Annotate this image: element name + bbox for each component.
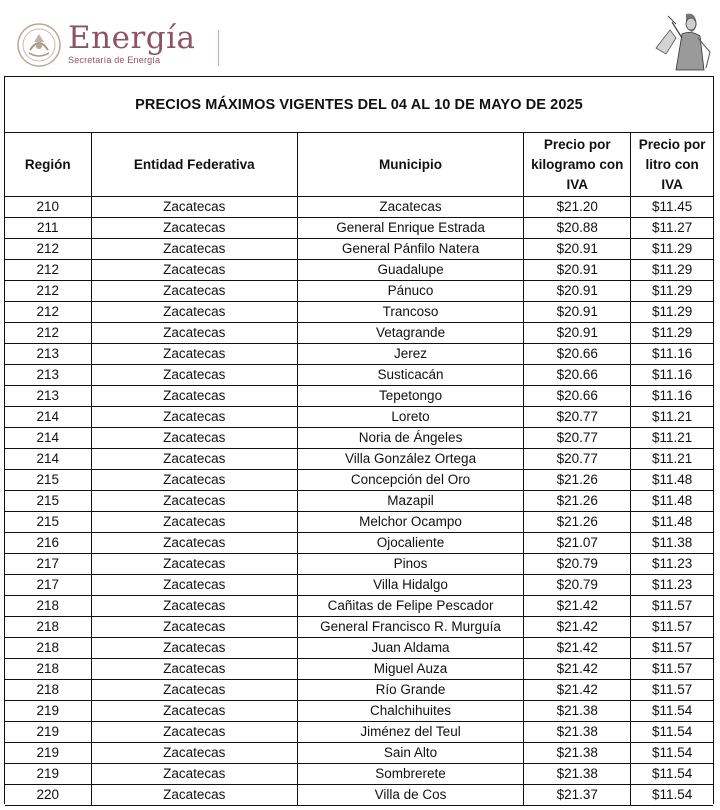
cell-precio-litro: $11.16 <box>631 365 713 386</box>
cell-region: 213 <box>5 344 91 365</box>
cell-precio-kg: $21.38 <box>524 722 631 743</box>
cell-precio-kg: $20.77 <box>524 449 631 470</box>
cell-municipio: General Enrique Estrada <box>297 218 523 239</box>
cell-entidad: Zacatecas <box>91 722 297 743</box>
table-row <box>5 785 713 806</box>
table-row <box>5 701 713 722</box>
cell-region: 220 <box>5 785 91 806</box>
cell-entidad: Zacatecas <box>91 743 297 764</box>
cell-entidad: Zacatecas <box>91 512 297 533</box>
cell-municipio: Mazapil <box>297 491 523 512</box>
brand-block <box>68 20 196 65</box>
cell-precio-kg: $21.42 <box>524 680 631 701</box>
cell-entidad: Zacatecas <box>91 701 297 722</box>
cell-precio-litro: $11.45 <box>631 197 713 218</box>
table-row <box>5 680 713 701</box>
cell-entidad: Zacatecas <box>91 554 297 575</box>
cell-municipio: Melchor Ocampo <box>297 512 523 533</box>
cell-entidad: Zacatecas <box>91 281 297 302</box>
table-row <box>5 449 713 470</box>
table-row <box>5 386 713 407</box>
cell-precio-litro: $11.23 <box>631 575 713 596</box>
cell-precio-litro: $11.29 <box>631 323 713 344</box>
cell-precio-litro: $11.57 <box>631 617 713 638</box>
national-seal-icon <box>16 22 62 68</box>
cell-precio-kg: $21.42 <box>524 596 631 617</box>
cell-precio-litro: $11.54 <box>631 785 713 806</box>
table-row <box>5 260 713 281</box>
cell-region: 219 <box>5 764 91 785</box>
cell-municipio: General Pánfilo Natera <box>297 239 523 260</box>
cell-precio-litro: $11.21 <box>631 449 713 470</box>
cell-precio-litro: $11.54 <box>631 722 713 743</box>
cell-region: 214 <box>5 407 91 428</box>
cell-precio-kg: $21.42 <box>524 638 631 659</box>
cell-municipio: Sain Alto <box>297 743 523 764</box>
cell-region: 216 <box>5 533 91 554</box>
cell-entidad: Zacatecas <box>91 386 297 407</box>
cell-precio-kg: $20.66 <box>524 344 631 365</box>
cell-municipio: Noria de Ángeles <box>297 428 523 449</box>
cell-municipio: Jiménez del Teul <box>297 722 523 743</box>
cell-precio-kg: $21.26 <box>524 512 631 533</box>
price-table <box>5 133 713 806</box>
table-row <box>5 533 713 554</box>
cell-region: 218 <box>5 638 91 659</box>
cell-municipio: Guadalupe <box>297 260 523 281</box>
table-row <box>5 575 713 596</box>
page-header <box>0 0 720 76</box>
cell-region: 215 <box>5 491 91 512</box>
cell-region: 212 <box>5 302 91 323</box>
cell-municipio: Pinos <box>297 554 523 575</box>
cell-municipio: Susticacán <box>297 365 523 386</box>
cell-entidad: Zacatecas <box>91 659 297 680</box>
cell-precio-kg: $21.38 <box>524 764 631 785</box>
header-divider <box>218 30 219 66</box>
cell-municipio: Zacatecas <box>297 197 523 218</box>
cell-municipio: Ojocaliente <box>297 533 523 554</box>
cell-municipio: Miguel Auza <box>297 659 523 680</box>
cell-precio-litro: $11.48 <box>631 470 713 491</box>
table-row <box>5 218 713 239</box>
cell-precio-kg: $21.42 <box>524 659 631 680</box>
cell-entidad: Zacatecas <box>91 407 297 428</box>
cell-region: 214 <box>5 449 91 470</box>
cell-precio-litro: $11.29 <box>631 302 713 323</box>
cell-entidad: Zacatecas <box>91 533 297 554</box>
cell-region: 212 <box>5 323 91 344</box>
column-header-region: Región <box>5 133 91 197</box>
table-row <box>5 470 713 491</box>
table-row <box>5 722 713 743</box>
cell-precio-litro: $11.29 <box>631 281 713 302</box>
cell-entidad: Zacatecas <box>91 239 297 260</box>
cell-municipio: Jerez <box>297 344 523 365</box>
cell-municipio: Río Grande <box>297 680 523 701</box>
brand-subtitle: Secretaría de Energía <box>68 55 161 65</box>
cell-municipio: Cañitas de Felipe Pescador <box>297 596 523 617</box>
brand-name: Energía <box>68 20 196 56</box>
table-row <box>5 302 713 323</box>
column-header-precio-litro: Precio por litro con IVA <box>631 133 713 197</box>
cell-precio-litro: $11.57 <box>631 659 713 680</box>
cell-precio-kg: $21.42 <box>524 617 631 638</box>
cell-precio-kg: $20.66 <box>524 386 631 407</box>
cell-entidad: Zacatecas <box>91 575 297 596</box>
table-row <box>5 512 713 533</box>
cell-entidad: Zacatecas <box>91 197 297 218</box>
column-header-precio-kg: Precio por kilogramo con IVA <box>524 133 631 197</box>
table-row <box>5 596 713 617</box>
price-table-container <box>4 76 714 804</box>
table-row <box>5 281 713 302</box>
cell-precio-litro: $11.57 <box>631 680 713 701</box>
cell-entidad: Zacatecas <box>91 617 297 638</box>
cell-region: 218 <box>5 659 91 680</box>
cell-municipio: Tepetongo <box>297 386 523 407</box>
cell-region: 218 <box>5 680 91 701</box>
cell-region: 212 <box>5 260 91 281</box>
cell-entidad: Zacatecas <box>91 428 297 449</box>
cell-precio-litro: $11.16 <box>631 386 713 407</box>
cell-municipio: Juan Aldama <box>297 638 523 659</box>
cell-precio-kg: $21.38 <box>524 743 631 764</box>
cell-precio-litro: $11.54 <box>631 701 713 722</box>
cell-precio-litro: $11.54 <box>631 764 713 785</box>
cell-precio-kg: $21.37 <box>524 785 631 806</box>
cell-precio-litro: $11.16 <box>631 344 713 365</box>
cell-region: 211 <box>5 218 91 239</box>
cell-precio-litro: $11.54 <box>631 743 713 764</box>
cell-region: 217 <box>5 554 91 575</box>
cell-municipio: Sombrerete <box>297 764 523 785</box>
cell-region: 217 <box>5 575 91 596</box>
cell-precio-kg: $20.77 <box>524 428 631 449</box>
cell-precio-litro: $11.57 <box>631 596 713 617</box>
cell-precio-kg: $21.07 <box>524 533 631 554</box>
cell-municipio: Loreto <box>297 407 523 428</box>
cell-precio-litro: $11.21 <box>631 407 713 428</box>
cell-entidad: Zacatecas <box>91 596 297 617</box>
table-row <box>5 659 713 680</box>
table-row <box>5 491 713 512</box>
cell-precio-litro: $11.21 <box>631 428 713 449</box>
table-header-row <box>5 133 713 197</box>
historical-figure-illustration-icon <box>646 8 714 72</box>
cell-entidad: Zacatecas <box>91 302 297 323</box>
cell-precio-kg: $20.79 <box>524 575 631 596</box>
cell-region: 210 <box>5 197 91 218</box>
cell-municipio: General Francisco R. Murguía <box>297 617 523 638</box>
table-row <box>5 239 713 260</box>
cell-precio-kg: $20.66 <box>524 365 631 386</box>
table-row <box>5 365 713 386</box>
cell-region: 218 <box>5 617 91 638</box>
cell-precio-litro: $11.29 <box>631 239 713 260</box>
cell-precio-kg: $20.79 <box>524 554 631 575</box>
cell-entidad: Zacatecas <box>91 680 297 701</box>
table-row <box>5 323 713 344</box>
cell-precio-kg: $20.88 <box>524 218 631 239</box>
cell-precio-kg: $20.91 <box>524 260 631 281</box>
table-row <box>5 638 713 659</box>
cell-precio-litro: $11.27 <box>631 218 713 239</box>
cell-entidad: Zacatecas <box>91 764 297 785</box>
cell-municipio: Villa Hidalgo <box>297 575 523 596</box>
cell-region: 212 <box>5 281 91 302</box>
table-title: PRECIOS MÁXIMOS VIGENTES DEL 04 AL 10 DE MAYO DE 2025 <box>135 96 583 113</box>
cell-municipio: Concepción del Oro <box>297 470 523 491</box>
cell-entidad: Zacatecas <box>91 449 297 470</box>
cell-municipio: Vetagrande <box>297 323 523 344</box>
cell-region: 219 <box>5 701 91 722</box>
cell-entidad: Zacatecas <box>91 638 297 659</box>
table-row <box>5 407 713 428</box>
cell-region: 212 <box>5 239 91 260</box>
cell-precio-kg: $21.26 <box>524 470 631 491</box>
cell-precio-kg: $20.77 <box>524 407 631 428</box>
cell-precio-kg: $20.91 <box>524 239 631 260</box>
cell-precio-litro: $11.29 <box>631 260 713 281</box>
table-row <box>5 344 713 365</box>
cell-entidad: Zacatecas <box>91 260 297 281</box>
cell-precio-litro: $11.57 <box>631 638 713 659</box>
cell-municipio: Villa González Ortega <box>297 449 523 470</box>
cell-precio-litro: $11.48 <box>631 491 713 512</box>
table-title-row <box>5 77 713 133</box>
cell-region: 213 <box>5 386 91 407</box>
cell-entidad: Zacatecas <box>91 323 297 344</box>
cell-entidad: Zacatecas <box>91 491 297 512</box>
cell-region: 219 <box>5 722 91 743</box>
cell-region: 215 <box>5 512 91 533</box>
cell-municipio: Villa de Cos <box>297 785 523 806</box>
table-row <box>5 554 713 575</box>
cell-precio-litro: $11.38 <box>631 533 713 554</box>
cell-precio-kg: $20.91 <box>524 302 631 323</box>
cell-entidad: Zacatecas <box>91 218 297 239</box>
cell-entidad: Zacatecas <box>91 470 297 491</box>
table-row <box>5 764 713 785</box>
cell-region: 214 <box>5 428 91 449</box>
cell-region: 219 <box>5 743 91 764</box>
cell-municipio: Trancoso <box>297 302 523 323</box>
cell-precio-kg: $20.91 <box>524 323 631 344</box>
cell-region: 218 <box>5 596 91 617</box>
cell-entidad: Zacatecas <box>91 365 297 386</box>
cell-precio-kg: $21.38 <box>524 701 631 722</box>
table-row <box>5 743 713 764</box>
cell-precio-litro: $11.48 <box>631 512 713 533</box>
cell-precio-kg: $21.26 <box>524 491 631 512</box>
cell-precio-kg: $20.91 <box>524 281 631 302</box>
table-row <box>5 428 713 449</box>
cell-precio-litro: $11.23 <box>631 554 713 575</box>
table-row <box>5 197 713 218</box>
cell-precio-kg: $21.20 <box>524 197 631 218</box>
cell-region: 215 <box>5 470 91 491</box>
cell-region: 213 <box>5 365 91 386</box>
cell-entidad: Zacatecas <box>91 344 297 365</box>
table-row <box>5 617 713 638</box>
column-header-municipio: Municipio <box>297 133 523 197</box>
column-header-entidad: Entidad Federativa <box>91 133 297 197</box>
cell-municipio: Chalchihuites <box>297 701 523 722</box>
cell-municipio: Pánuco <box>297 281 523 302</box>
cell-entidad: Zacatecas <box>91 785 297 806</box>
